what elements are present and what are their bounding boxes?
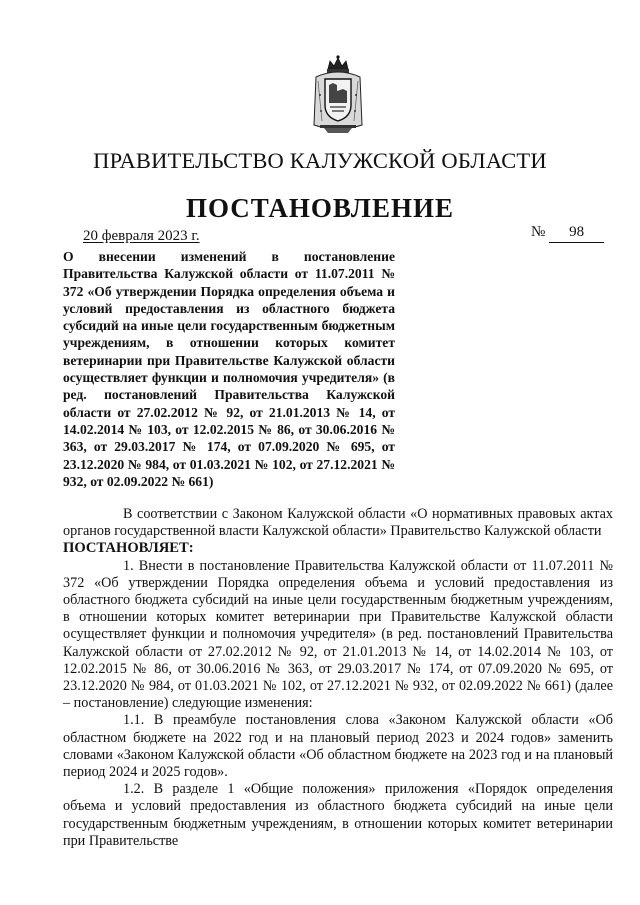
preamble-paragraph: В соответствии с Законом Калужской области «О нормативных правовых актах органов государственной власти Калужской области» Правительство Калужской области xyxy=(63,506,613,540)
document-date-line xyxy=(63,228,200,245)
resolves-heading: ПОСТАНОВЛЯЕТ: xyxy=(63,540,194,557)
document-type-heading: ПОСТАНОВЛЕНИЕ xyxy=(185,193,455,223)
clause-1-2: 1.2. В разделе 1 «Общие положения» приложения «Порядок определения объема и условий предоставления из областного бюджета субсидий на иные цели государственным бюджетным учреждениям, в отношении которых комитет ветеринарии при Правительстве xyxy=(63,781,613,849)
clause-1: 1. Внести в постановление Правительства Калужской области от 11.07.2011 № 372 «Об утверждении Порядка определения объема и условий предоставления из областного бюджета субсидий на иные цели государственным бюджетным учреждениям, в отношении которых комитет ветеринарии при Правительстве Калужской области осуществляет функции и полномочия учредителя» (в ред. постановлений Правительства Калужской области от 27.02.2012 № 92, от 21.01.2013 № 14, от 14.02.2014 № 103, от 12.02.2015 № 86, от 30.06.2016 № 363, от 29.03.2017 № 174, от 07.09.2020 № 695, от 23.12.2020 № 984, от 01.03.2021 № 102, от 27.12.2021 № 932, от 02.09.2022 № 661) (далее – постановление) следующие изменения: xyxy=(63,557,613,712)
document-number-line xyxy=(531,224,604,243)
document-body xyxy=(63,506,613,850)
government-title: ПРАВИТЕЛЬСТВО КАЛУЖСКОЙ ОБЛАСТИ xyxy=(93,148,547,173)
document-date: 20 февраля 2023 г. xyxy=(83,228,200,244)
document-number: 98 xyxy=(549,224,604,243)
coat-of-arms-icon xyxy=(310,55,366,135)
clause-1-1: 1.1. В преамбуле постановления слова «Законом Калужской области «Об областном бюджете на 2022 год и на плановый период 2023 и 2024 годов» заменить словами «Законом Калужской области «Об областном бюджете на 2023 год и на плановый период 2024 и 2025 годов». xyxy=(63,712,613,781)
document-subject: О внесении изменений в постановление Правительства Калужской области от 11.07.2011 № 372 «Об утверждении Порядка определения объема и условий предоставления из областного бюджета субсидий на иные цели государственным бюджетным учреждениям, в отношении которых комитет ветеринарии при Правительстве Калужской области осуществляет функции и полномочия учредителя» (в ред. постановлений Правительства Калужской области от 27.02.2012 № 92, от 21.01.2013 № 14, от 14.02.2014 № 103, от 12.02.2015 № 86, от 30.06.2016 № 363, от 29.03.2017 № 174, от 07.09.2020 № 695, от 23.12.2020 № 984, от 01.03.2021 № 102, от 27.12.2021 № 932, от 02.09.2022 № 661) xyxy=(63,249,395,489)
number-sign: № xyxy=(531,224,546,240)
